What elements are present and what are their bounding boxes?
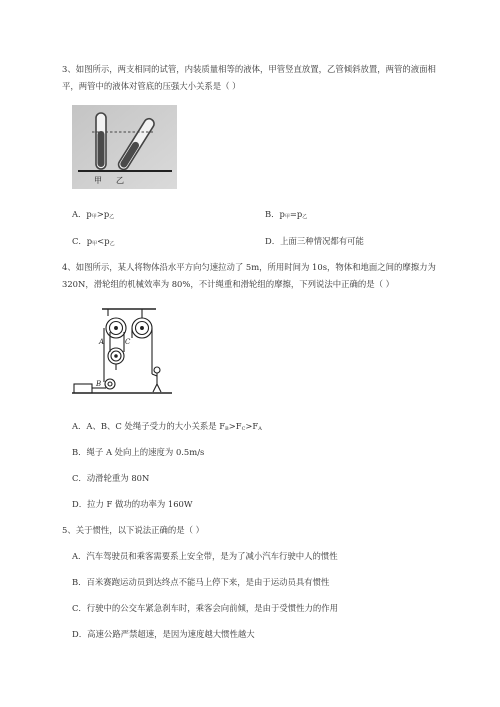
q4-label-c: C <box>125 338 131 346</box>
q3-option-a[interactable]: A．$p_甲>p_乙$ <box>72 209 115 220</box>
q5-option-a[interactable]: A．汽车驾驶员和乘客需要系上安全带，是为了减小汽车行驶中人的惯性 <box>72 551 338 561</box>
q5-stem: 5、关于惯性，以下说法正确的是（ ） <box>62 525 204 535</box>
q3-option-b[interactable]: B．$p_甲=p_乙$ <box>265 209 308 220</box>
q4-option-a[interactable]: A．A、B、C 处绳子受力的大小关系是 $F_B>F_C>F_A$ <box>72 421 262 432</box>
q4-stem-line2: 320N，滑轮组的机械效率为 80%，不计绳重和滑轮组的摩擦，下列说法中正确的是（ ） <box>62 279 394 289</box>
q3-stem-line1: 3、如图所示，两支相同的试管，内装质量相等的液体，甲管竖直放置，乙管倾斜放置，两管的液面相 <box>62 64 436 74</box>
q3-label-jia: 甲 <box>94 176 102 185</box>
q4-stem-line1: 4、如图所示，某人将物体沿水平方向匀速拉动了 5m，所用时间为 10s，物体和地面之间的摩擦力为 <box>62 262 436 272</box>
q3-figure-photo <box>72 105 177 189</box>
q4-figure-pulley <box>72 304 172 398</box>
q3-option-d[interactable]: D．上面三种情况都有可能 <box>265 236 364 246</box>
q3-option-c[interactable]: C．$p_甲<p_乙$ <box>72 236 115 247</box>
q4-label-a: A <box>99 338 105 346</box>
q5-option-d[interactable]: D．高速公路严禁超速，是因为速度越大惯性越大 <box>72 629 255 639</box>
q4-option-b[interactable]: B．绳子 A 处向上的速度为 0.5m/s <box>72 447 205 457</box>
q3-stem-line2: 平，两管中的液体对管底的压强大小关系是（ ） <box>62 81 241 91</box>
q4-option-d[interactable]: D．拉力 F 做功的功率为 160W <box>72 499 193 509</box>
q5-option-b[interactable]: B．百米赛跑运动员到达终点不能马上停下来，是由于运动员具有惯性 <box>72 577 330 587</box>
q4-option-c[interactable]: C．动滑轮重为 80N <box>72 473 150 483</box>
q3-label-yi: 乙 <box>116 176 124 185</box>
q4-label-b: B <box>96 380 102 388</box>
q5-option-c[interactable]: C．行驶中的公交车紧急刹车时，乘客会向前倾，是由于受惯性力的作用 <box>72 603 339 613</box>
